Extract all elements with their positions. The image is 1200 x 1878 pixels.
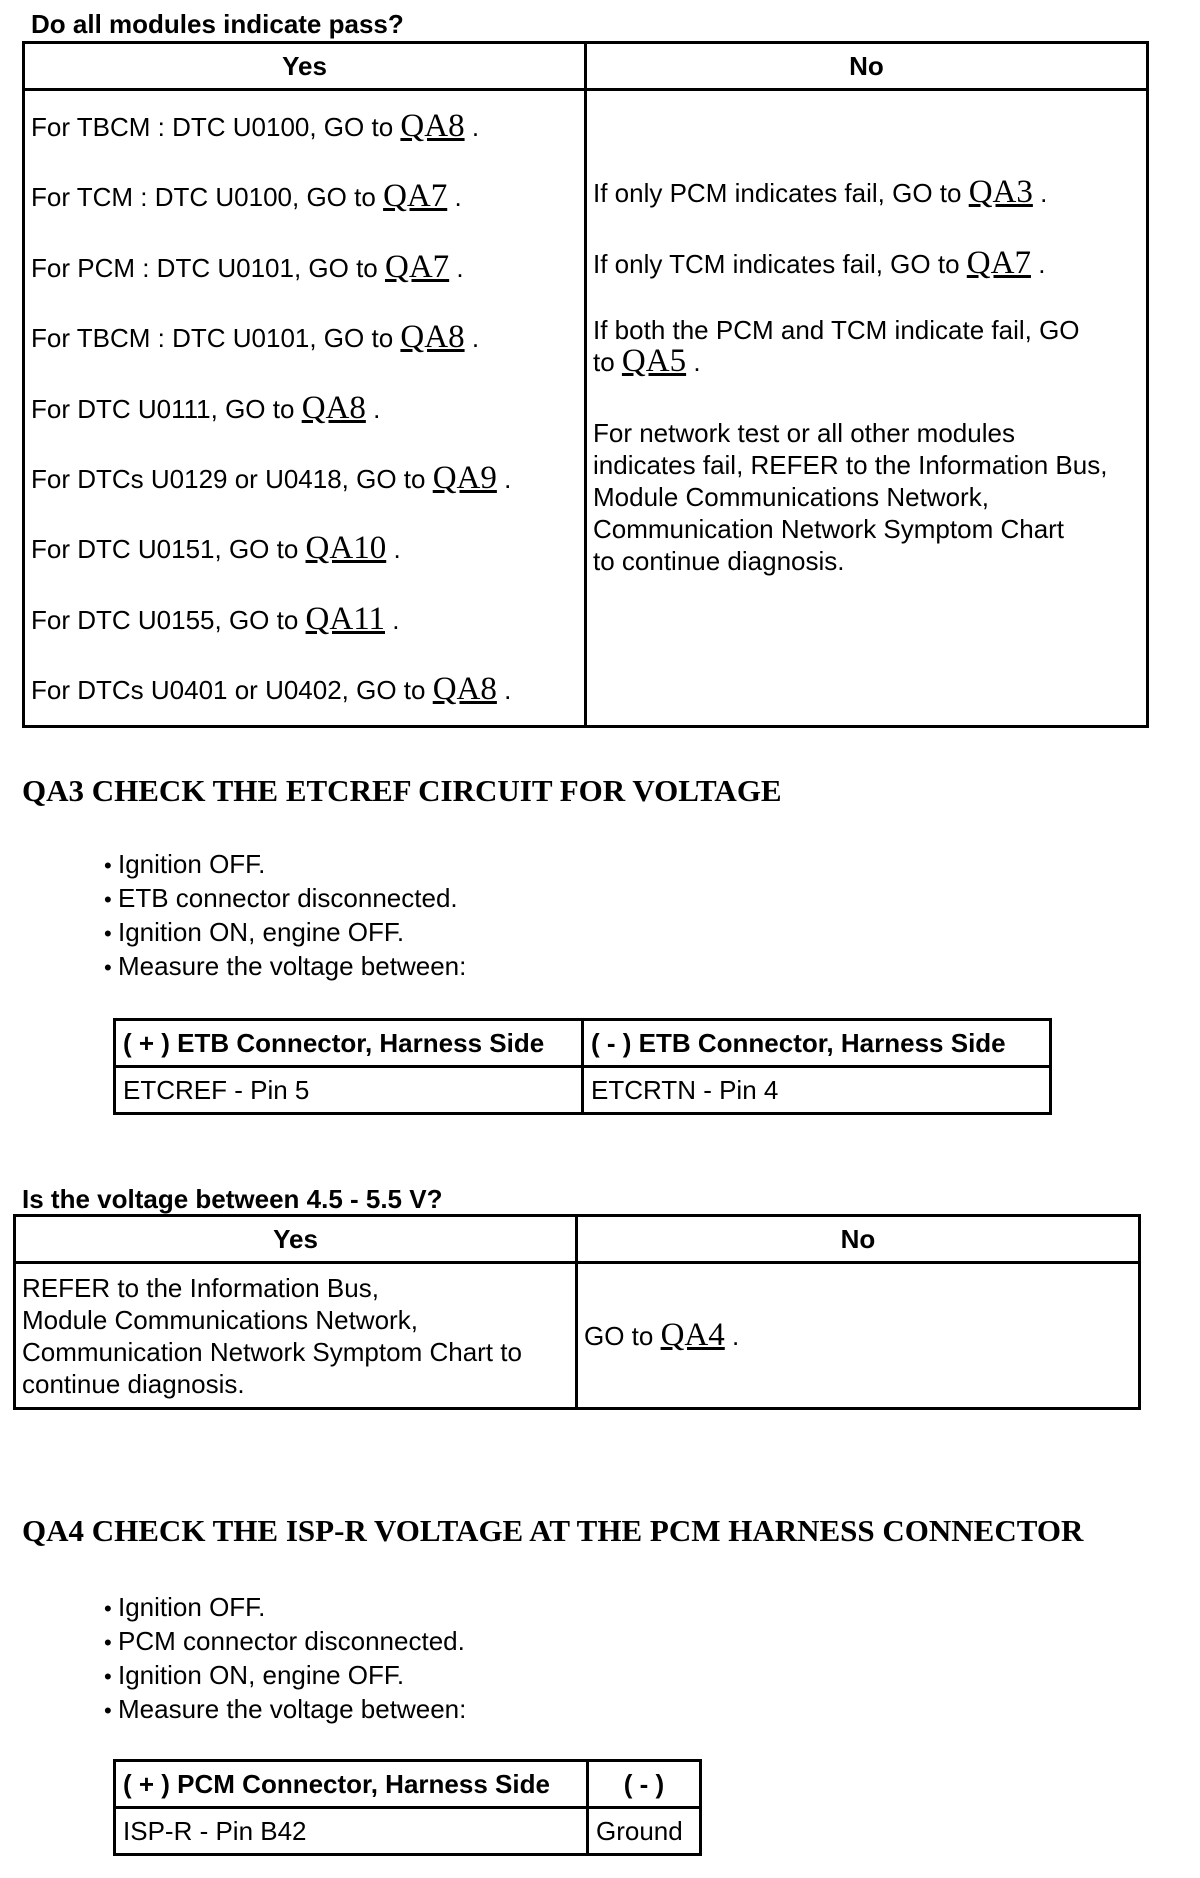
step: • Ignition OFF.: [104, 847, 466, 881]
qa3-steps: [104, 847, 466, 983]
yes-item: For PCM : DTC U0101, GO to QA7 .: [31, 248, 464, 285]
yes-item: For DTCs U0129 or U0418, GO to QA9 .: [31, 459, 512, 496]
minus-value: ETCRTN - Pin 4: [583, 1067, 1051, 1114]
yes-item: For DTC U0111, GO to QA8 .: [31, 389, 381, 426]
link-qa8[interactable]: QA8: [400, 319, 465, 356]
question-modules-pass: Do all modules indicate pass?: [31, 9, 404, 39]
minus-value: Ground: [588, 1808, 701, 1855]
link-qa9[interactable]: QA9: [432, 459, 497, 496]
link-qa5[interactable]: QA5: [621, 343, 687, 379]
qa3-heading: QA3 CHECK THE ETCREF CIRCUIT FOR VOLTAGE: [22, 773, 782, 808]
minus-header: ( - ): [588, 1761, 701, 1808]
link-qa11[interactable]: QA11: [305, 600, 385, 637]
step: • ETB connector disconnected.: [104, 881, 466, 915]
link-qa7[interactable]: QA7: [966, 245, 1031, 281]
link-qa3[interactable]: QA3: [968, 174, 1033, 210]
plus-header: ( + ) ETB Connector, Harness Side: [115, 1020, 583, 1067]
qa4-steps: [104, 1590, 466, 1726]
yes-item: For TCM : DTC U0100, GO to QA7 .: [31, 178, 462, 215]
no-header: No: [577, 1216, 1140, 1263]
yes-header: Yes: [15, 1216, 577, 1263]
link-qa8[interactable]: QA8: [400, 108, 465, 144]
link-qa4[interactable]: QA4: [660, 1317, 725, 1353]
yes-item: For DTC U0155, GO to QA11 .: [31, 600, 400, 637]
minus-header: ( - ) ETB Connector, Harness Side: [583, 1020, 1051, 1067]
yes-item: For DTC U0151, GO to QA10 .: [31, 530, 401, 567]
link-qa7[interactable]: QA7: [384, 248, 450, 285]
qa3-measure-table: [113, 1018, 1052, 1115]
plus-value: ISP-R - Pin B42: [115, 1808, 588, 1855]
no-header: No: [586, 43, 1148, 90]
step: • Ignition OFF.: [104, 1590, 466, 1624]
link-qa8[interactable]: QA8: [432, 671, 497, 708]
yes-item: For TBCM : DTC U0101, GO to QA8 .: [31, 319, 480, 356]
no-item: If only PCM indicates fail, GO to QA3 .: [593, 174, 1048, 210]
question-voltage: Is the voltage between 4.5 - 5.5 V?: [22, 1184, 443, 1214]
no-item: If both the PCM and TCM indicate fail, GO: [593, 315, 1080, 345]
no-cell: [586, 90, 1148, 727]
yes-header: Yes: [24, 43, 586, 90]
plus-value: ETCREF - Pin 5: [115, 1067, 583, 1114]
yes-cell: REFER to the Information Bus, Module Communications Network, Communication Network Symptom Chart to continue diagnosis.: [15, 1263, 577, 1409]
yes-item: For TBCM : DTC U0100, GO to QA8 .: [31, 108, 480, 144]
no-item-cont: to QA5 .: [593, 343, 701, 379]
step: • Ignition ON, engine OFF.: [104, 1658, 466, 1692]
plus-header: ( + ) PCM Connector, Harness Side: [115, 1761, 588, 1808]
voltage-result-table: [13, 1214, 1141, 1410]
step: • PCM connector disconnected.: [104, 1624, 466, 1658]
link-qa10[interactable]: QA10: [305, 530, 387, 567]
qa4-measure-table: [113, 1759, 702, 1856]
step: • Ignition ON, engine OFF.: [104, 915, 466, 949]
yes-cell: [24, 90, 586, 727]
link-qa8[interactable]: QA8: [301, 389, 366, 426]
step: • Measure the voltage between:: [104, 1692, 466, 1726]
step: • Measure the voltage between:: [104, 949, 466, 983]
no-refer-text: For network test or all other modules indicates fail, REFER to the Information Bus, Module Communications Network, Communication Network Symptom Chart to continue diagnosis.: [593, 418, 1108, 576]
no-cell: GO to QA4 .: [577, 1263, 1140, 1409]
modules-pass-table: [22, 41, 1149, 728]
no-item: If only TCM indicates fail, GO to QA7 .: [593, 245, 1046, 281]
link-qa7[interactable]: QA7: [383, 178, 448, 215]
qa4-heading: QA4 CHECK THE ISP-R VOLTAGE AT THE PCM HARNESS CONNECTOR: [22, 1513, 1084, 1548]
yes-item: For DTCs U0401 or U0402, GO to QA8 .: [31, 671, 512, 708]
